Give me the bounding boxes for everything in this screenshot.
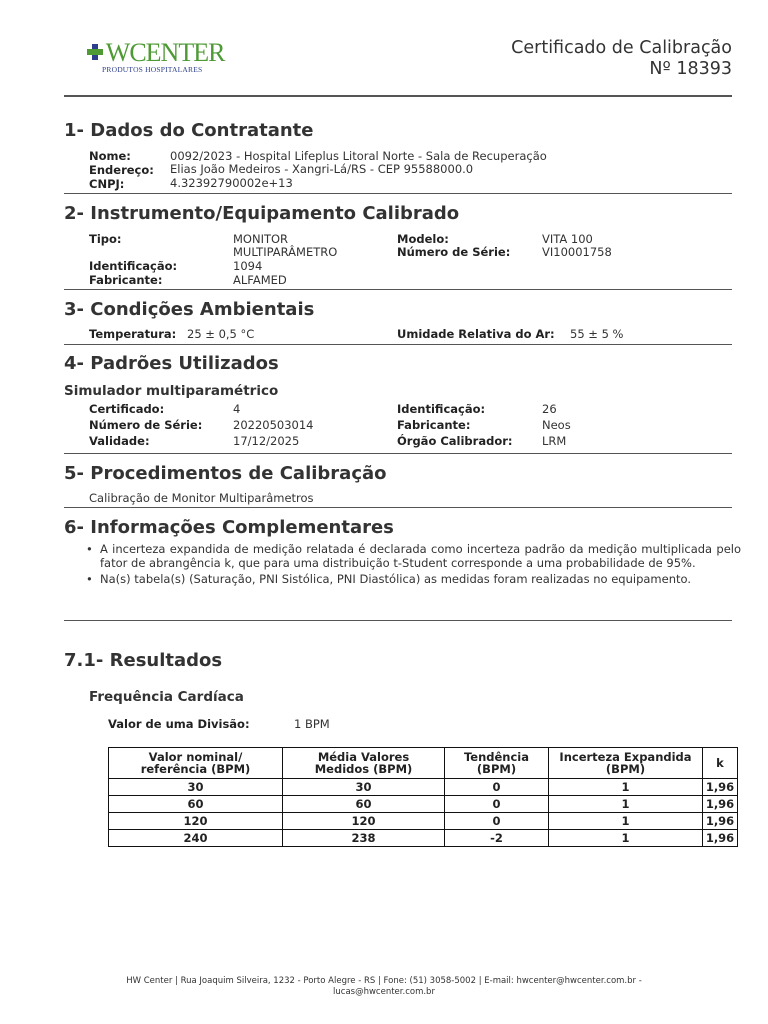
modelo-value: VITA 100 (542, 232, 593, 246)
certificate-title (511, 38, 732, 80)
table-cell: 120 (283, 813, 445, 830)
table-cell: 1 (549, 779, 703, 796)
section-divider (64, 453, 732, 454)
table-cell: -2 (445, 830, 549, 847)
temperatura-value: 25 ± 0,5 °C (187, 327, 255, 341)
section-divider (64, 507, 732, 508)
table-cell: 1 (549, 813, 703, 830)
table-cell: 120 (109, 813, 283, 830)
std-fabricante-label: Fabricante: (397, 418, 471, 432)
page-footer (100, 976, 668, 998)
orgao-label: Órgão Calibrador: (397, 434, 513, 448)
section-6-title: 6- Informações Complementares (64, 517, 394, 538)
info-bullet: • Na(s) tabela(s) (Saturação, PNI Sistólica, PNI Diastólica) as medidas foram realizadas no equipamento. (86, 573, 741, 587)
table-cell: 1,96 (703, 779, 738, 796)
section-4-title: 4- Padrões Utilizados (64, 353, 279, 374)
nome-label: Nome: (89, 149, 131, 163)
header-divider (64, 95, 732, 97)
identificacao-value: 1094 (233, 259, 263, 273)
serie-value: VI10001758 (542, 245, 612, 259)
section-5-title: 5- Procedimentos de Calibração (64, 463, 387, 484)
table-row (109, 779, 738, 796)
std-serie-label: Número de Série: (89, 418, 203, 432)
endereco-label: Endereço: (89, 163, 154, 177)
logo-tagline: PRODUTOS HOSPITALARES (102, 65, 203, 74)
table-cell: 0 (445, 779, 549, 796)
table-cell: 1,96 (703, 830, 738, 847)
footer-contact-line: HW Center | Rua Joaquim Silveira, 1232 - Porto Alegre - RS | Fone: (51) 3058-5002 | E-mail: hwcenter@hwcenter.com.br - (126, 976, 642, 986)
fabricante-value: ALFAMED (233, 273, 287, 287)
column-header: Valor nominal/ referência (BPM) (109, 748, 283, 779)
fabricante-label: Fabricante: (89, 273, 163, 287)
certificado-label: Certificado: (89, 402, 165, 416)
results-table (108, 747, 738, 847)
table-cell: 1,96 (703, 796, 738, 813)
section-1-title: 1- Dados do Contratante (64, 120, 314, 141)
section-divider (64, 620, 732, 621)
info-bullet: • A incerteza expandida de medição relatada é declarada como incerteza padrão da medição multiplicada pelo fator de abrangência k, que para uma distribuição t-Student corresponde a uma probabilidade de 95%. (86, 543, 741, 570)
table-row (109, 796, 738, 813)
tipo-value-line1: MONITOR (233, 232, 289, 246)
nome-value: 0092/2023 - Hospital Lifeplus Litoral Norte - Sala de Recuperação (170, 149, 547, 163)
table-cell: 60 (109, 796, 283, 813)
table-row (109, 830, 738, 847)
section-divider (64, 289, 732, 290)
table-cell: 238 (283, 830, 445, 847)
tipo-label: Tipo: (89, 232, 122, 246)
certificate-title-text: Certificado de Calibração (511, 38, 732, 58)
orgao-value: LRM (542, 434, 567, 448)
table-cell: 0 (445, 796, 549, 813)
section-3-title: 3- Condições Ambientais (64, 299, 315, 320)
table-cell: 60 (283, 796, 445, 813)
endereco-value: Elias João Medeiros - Xangri-Lá/RS - CEP 95588000.0 (170, 162, 474, 176)
validade-value: 17/12/2025 (233, 434, 300, 448)
std-fabricante-value: Neos (542, 418, 571, 432)
modelo-label: Modelo: (397, 232, 449, 246)
footer-email-line: lucas@hwcenter.com.br (333, 987, 435, 997)
division-label: Valor de uma Divisão: (108, 717, 250, 731)
info-bullet-list (86, 543, 741, 590)
column-header: k (703, 748, 738, 779)
company-logo (88, 38, 228, 78)
table-cell: 30 (283, 779, 445, 796)
validade-label: Validade: (89, 434, 150, 448)
results-subtitle: Frequência Cardíaca (89, 689, 244, 705)
table-row (109, 813, 738, 830)
section-divider (64, 344, 732, 345)
table-cell: 1,96 (703, 813, 738, 830)
certificate-number: Nº 18393 (649, 59, 732, 79)
table-cell: 1 (549, 796, 703, 813)
procedure-text: Calibração de Monitor Multiparâmetros (89, 491, 314, 505)
umidade-value: 55 ± 5 % (570, 327, 624, 341)
cnpj-label: CNPJ: (89, 177, 125, 191)
table-cell: 30 (109, 779, 283, 796)
logo-wordmark: WCENTER (105, 38, 225, 67)
tipo-value-line2: MULTIPARÂMETRO (233, 245, 338, 259)
table-header-row (109, 748, 738, 779)
section-2-title: 2- Instrumento/Equipamento Calibrado (64, 203, 460, 224)
temperatura-label: Temperatura: (89, 327, 177, 341)
table-cell: 1 (549, 830, 703, 847)
certificado-value: 4 (233, 402, 241, 416)
std-identificacao-label: Identificação: (397, 402, 486, 416)
umidade-label: Umidade Relativa do Ar: (397, 327, 555, 341)
table-cell: 0 (445, 813, 549, 830)
cnpj-value: 4.32392790002e+13 (170, 176, 293, 190)
serie-label: Número de Série: (397, 245, 511, 259)
column-header: Tendência (BPM) (445, 748, 549, 779)
section-divider (64, 193, 732, 194)
identificacao-label: Identificação: (89, 259, 178, 273)
std-identificacao-value: 26 (542, 402, 557, 416)
column-header: Média Valores Medidos (BPM) (283, 748, 445, 779)
column-header: Incerteza Expandida (BPM) (549, 748, 703, 779)
results-title: 7.1- Resultados (64, 650, 223, 671)
standard-subtitle: Simulador multiparamétrico (64, 383, 279, 399)
std-serie-value: 20220503014 (233, 418, 314, 432)
division-value: 1 BPM (294, 717, 330, 731)
table-cell: 240 (109, 830, 283, 847)
